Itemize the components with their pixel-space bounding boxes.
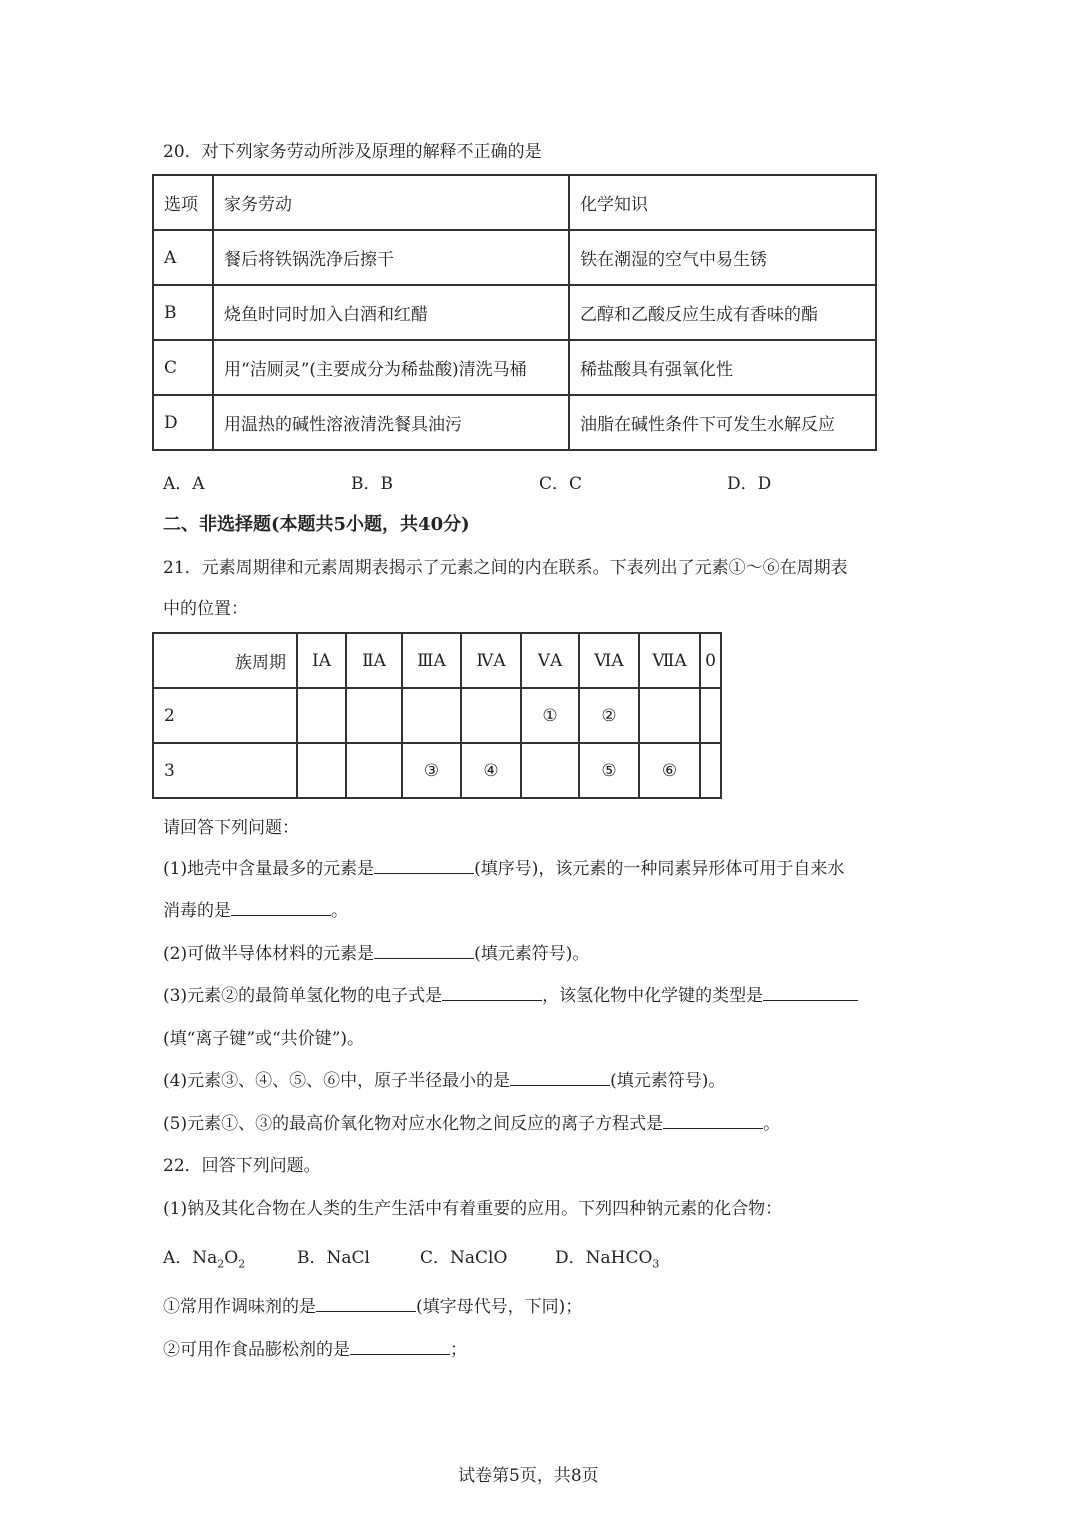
q21-intro-cont: 中的位置： bbox=[163, 599, 248, 619]
subscript: 2 bbox=[217, 1257, 225, 1271]
formula: O bbox=[224, 1248, 239, 1268]
header-cell: 族周期 bbox=[153, 633, 297, 688]
cell bbox=[297, 688, 346, 743]
cell: 2 bbox=[153, 688, 297, 743]
text: (填元素符号)。 bbox=[610, 1071, 726, 1091]
cell: 烧鱼时同时加入白酒和红醋 bbox=[213, 285, 569, 340]
header-cell: ⅣA bbox=[461, 633, 521, 688]
text: ，该氢化物中化学键的类型是 bbox=[542, 986, 764, 1006]
text: 。 bbox=[331, 901, 348, 921]
q21-part2 bbox=[163, 942, 589, 966]
answer-blank[interactable] bbox=[231, 899, 331, 916]
cell: ④ bbox=[461, 743, 521, 798]
option-c: C．C bbox=[539, 474, 583, 494]
label: A． bbox=[163, 1248, 193, 1268]
header-cell: 家务劳动 bbox=[213, 175, 569, 230]
text: (5)元素①、③的最高价氧化物对应水化物之间反应的离子方程式是 bbox=[163, 1114, 664, 1134]
table-row bbox=[153, 743, 721, 798]
cell: 用温热的碱性溶液清洗餐具油污 bbox=[213, 395, 569, 450]
cell: ③ bbox=[402, 743, 461, 798]
q21-part5 bbox=[163, 1112, 780, 1136]
q22-title: 22．回答下列问题。 bbox=[163, 1156, 321, 1176]
option-d bbox=[555, 1246, 659, 1276]
header-cell: ⅡA bbox=[346, 633, 402, 688]
table-header-row bbox=[153, 175, 876, 230]
q21-part1 bbox=[163, 857, 844, 881]
table-row bbox=[153, 395, 876, 450]
text: (填元素符号)。 bbox=[474, 944, 590, 964]
text: (填序号)，该元素的一种同素异形体可用于自来水 bbox=[474, 859, 845, 879]
text: (1)地壳中含量最多的元素是 bbox=[163, 859, 375, 879]
table-header-row bbox=[153, 633, 721, 688]
answer-blank[interactable] bbox=[663, 1112, 763, 1129]
table-row bbox=[153, 340, 876, 395]
option-b: B．NaCl bbox=[297, 1248, 370, 1268]
header-cell: ⅠA bbox=[297, 633, 346, 688]
option-a: A．A bbox=[163, 474, 205, 494]
answer-blank[interactable] bbox=[763, 984, 858, 1001]
text: ②可用作食品膨松剂的是 bbox=[163, 1340, 350, 1360]
header-cell: 0 bbox=[700, 633, 721, 688]
cell: ① bbox=[521, 688, 579, 743]
answer-blank[interactable] bbox=[350, 1338, 450, 1355]
cell bbox=[402, 688, 461, 743]
q21-intro: 21．元素周期律和元素周期表揭示了元素之间的内在联系。下表列出了元素①～⑥在周期表 bbox=[163, 558, 848, 578]
cell: B bbox=[153, 285, 213, 340]
text: (3)元素②的最简单氢化物的电子式是 bbox=[163, 986, 443, 1006]
answer-blank[interactable] bbox=[374, 942, 474, 959]
text: ①常用作调味剂的是 bbox=[163, 1297, 316, 1317]
header-cell: ⅢA bbox=[402, 633, 461, 688]
q21-prompt: 请回答下列问题： bbox=[163, 818, 299, 838]
header-cell: ⅦA bbox=[639, 633, 700, 688]
cell: 油脂在碱性条件下可发生水解反应 bbox=[569, 395, 876, 450]
option-d: D．D bbox=[727, 474, 772, 494]
cell bbox=[346, 743, 402, 798]
subscript: 2 bbox=[238, 1257, 246, 1271]
header-cell: ⅤA bbox=[521, 633, 579, 688]
cell: 稀盐酸具有强氧化性 bbox=[569, 340, 876, 395]
q21-part1-cont bbox=[163, 899, 348, 923]
q22-sub1 bbox=[163, 1295, 582, 1319]
cell: 餐后将铁锅洗净后擦干 bbox=[213, 230, 569, 285]
answer-blank[interactable] bbox=[510, 1069, 610, 1086]
option-c: C．NaClO bbox=[420, 1248, 508, 1268]
text: ； bbox=[450, 1340, 467, 1360]
cell bbox=[700, 688, 721, 743]
cell: ② bbox=[579, 688, 639, 743]
table-row bbox=[153, 285, 876, 340]
text: 。 bbox=[763, 1114, 781, 1134]
cell: 用“洁厕灵”(主要成分为稀盐酸)清洗马桶 bbox=[213, 340, 569, 395]
q21-part4 bbox=[163, 1069, 725, 1093]
answer-blank[interactable] bbox=[442, 984, 542, 1001]
cell: 铁在潮湿的空气中易生锈 bbox=[569, 230, 876, 285]
header-cell: ⅥA bbox=[579, 633, 639, 688]
cell bbox=[639, 688, 700, 743]
cell bbox=[521, 743, 579, 798]
cell bbox=[700, 743, 721, 798]
header-cell: 化学知识 bbox=[569, 175, 876, 230]
table-row bbox=[153, 230, 876, 285]
cell: D bbox=[153, 395, 213, 450]
q20-options bbox=[163, 472, 771, 496]
q22-options bbox=[163, 1246, 659, 1276]
option-b: B．B bbox=[351, 474, 393, 494]
page-footer: 试卷第5页，共8页 bbox=[458, 1466, 599, 1486]
cell: 乙醇和乙酸反应生成有香味的酯 bbox=[569, 285, 876, 340]
cell bbox=[461, 688, 521, 743]
label: D． bbox=[555, 1248, 586, 1268]
q20-table bbox=[152, 174, 877, 451]
q21-part3-cont: (填“离子键”或“共价键”)。 bbox=[163, 1029, 365, 1049]
table-row bbox=[153, 688, 721, 743]
answer-blank[interactable] bbox=[316, 1295, 416, 1312]
q21-part3 bbox=[163, 984, 858, 1008]
section-heading: 二、非选择题(本题共5小题，共40分) bbox=[163, 514, 470, 535]
periodic-table bbox=[152, 632, 722, 799]
option-a bbox=[163, 1246, 297, 1276]
cell: 3 bbox=[153, 743, 297, 798]
text: (4)元素③、④、⑤、⑥中，原子半径最小的是 bbox=[163, 1071, 511, 1091]
text: (2)可做半导体材料的元素是 bbox=[163, 944, 375, 964]
q22-sub2 bbox=[163, 1338, 467, 1362]
formula: Na bbox=[192, 1248, 218, 1268]
cell: C bbox=[153, 340, 213, 395]
cell: ⑤ bbox=[579, 743, 639, 798]
q22-part1: (1)钠及其化合物在人类的生产生活中有着重要的应用。下列四种钠元素的化合物： bbox=[163, 1199, 783, 1219]
header-cell: 选项 bbox=[153, 175, 213, 230]
cell bbox=[297, 743, 346, 798]
subscript: 3 bbox=[652, 1257, 660, 1271]
cell: A bbox=[153, 230, 213, 285]
cell bbox=[346, 688, 402, 743]
q20-title: 20．对下列家务劳动所涉及原理的解释不正确的是 bbox=[163, 142, 542, 162]
formula: NaHCO bbox=[585, 1248, 653, 1268]
text: (填字母代号，下同)； bbox=[416, 1297, 583, 1317]
answer-blank[interactable] bbox=[374, 857, 474, 874]
text: 消毒的是 bbox=[163, 901, 231, 921]
cell: ⑥ bbox=[639, 743, 700, 798]
